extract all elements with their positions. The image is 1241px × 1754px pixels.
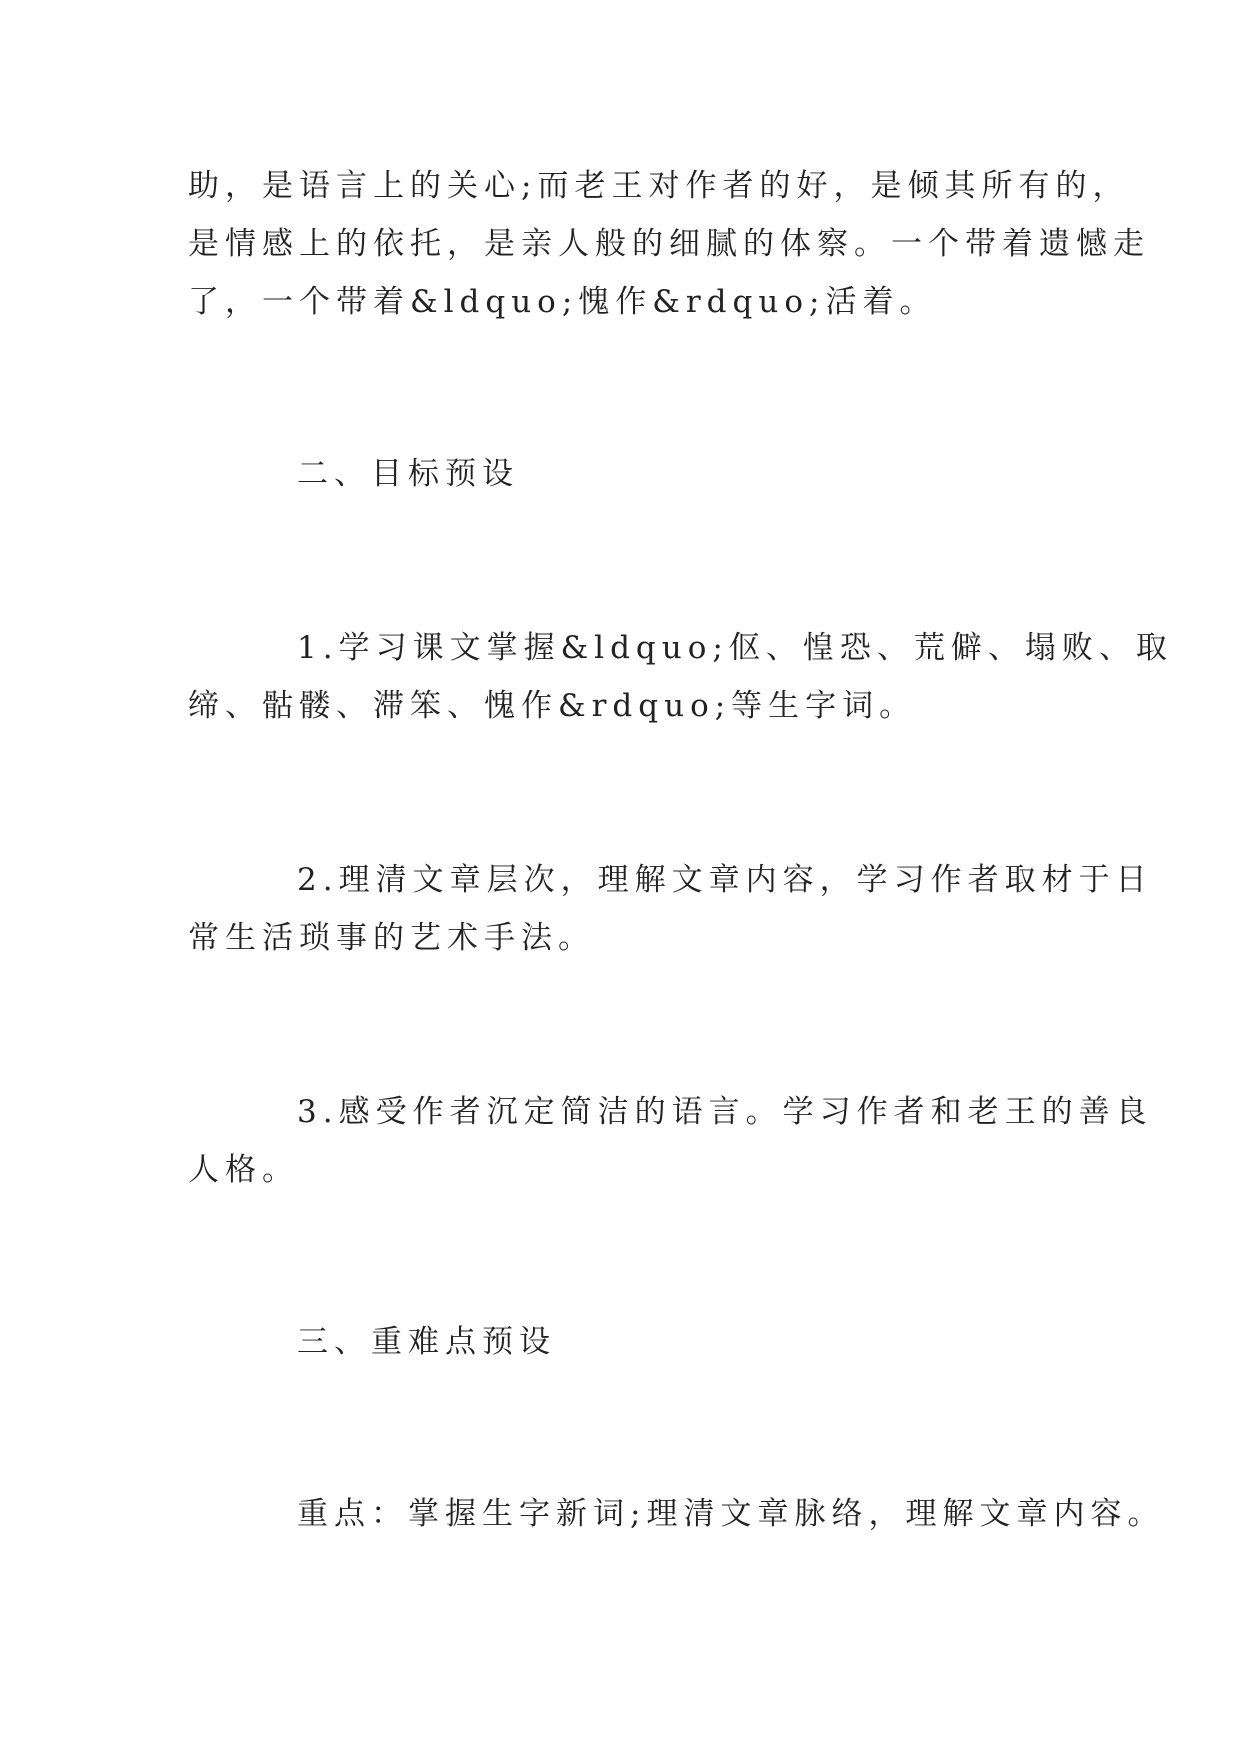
section-heading-key-points: 三、重难点预设 <box>297 1324 556 1360</box>
goal-item-1-line: 1.学习课文掌握&ldquo;伛、惶恐、荒僻、塌败、取 <box>297 630 1173 666</box>
section-heading-goals: 二、目标预设 <box>297 456 519 492</box>
goal-item-3-line: 人格。 <box>188 1152 299 1188</box>
key-points-line: 重点：掌握生字新词;理清文章脉络，理解文章内容。 <box>297 1496 1165 1532</box>
goal-item-3-line: 3.感受作者沉定简洁的语言。学习作者和老王的善良 <box>297 1094 1153 1130</box>
goal-item-1-line: 缔、骷髅、滞笨、愧作&rdquo;等生字词。 <box>188 688 917 724</box>
goal-item-2-line: 常生活琐事的艺术手法。 <box>188 920 595 956</box>
goal-item-2-line: 2.理清文章层次，理解文章内容，学习作者取材于日 <box>297 862 1153 898</box>
paragraph-line: 了，一个带着&ldquo;愧作&rdquo;活着。 <box>188 284 937 320</box>
paragraph-line: 是情感上的依托，是亲人般的细腻的体察。一个带着遗憾走 <box>188 226 1150 262</box>
paragraph-line: 助，是语言上的关心;而老王对作者的好，是倾其所有的， <box>188 168 1130 204</box>
